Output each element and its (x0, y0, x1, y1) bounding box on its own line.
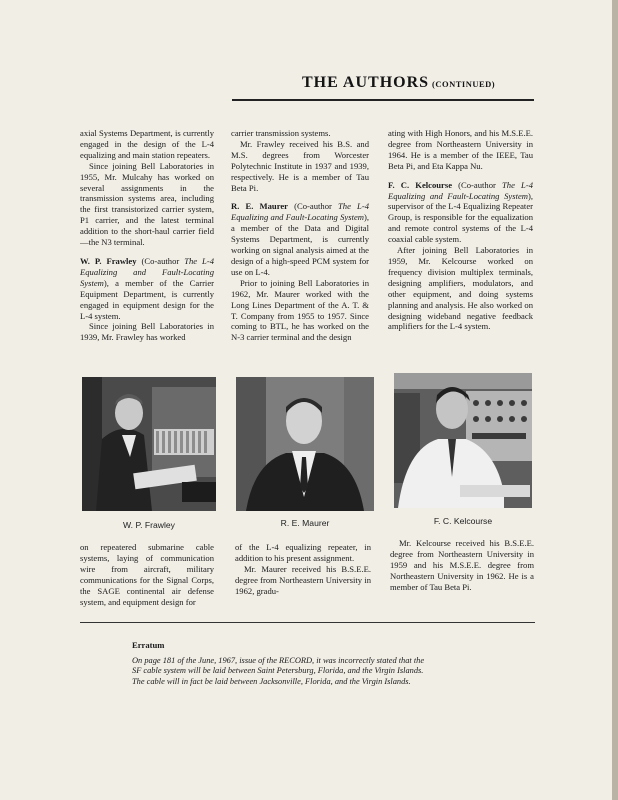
column-1-lower (80, 542, 214, 612)
lower-col1-paragraph: on repeatered submarine cable systems, laying of communication wire from aircraft, military communications for the Signal Corps, the SAGE continental air defense system, and equipment design for (80, 542, 214, 607)
page-edge (612, 0, 618, 800)
photo-kelcourse (394, 373, 532, 508)
column-3-lower (390, 538, 534, 612)
erratum-rule (80, 622, 535, 623)
col1-paragraph-1: axial Systems Department, is currently engaged in the design of the L-4 equalizing and main station repeaters. (80, 128, 214, 160)
col2-paragraph-3: R. E. Maurer (Co-author The L-4 Equalizing and Fault-Locating System), a member of the Data and Digital Systems Department, is currently working on signal analysis aimed at the design of a high-speed PCM system for use on L-4. (231, 201, 369, 277)
col1-paragraph-3: W. P. Frawley (Co-author The L-4 Equalizing and Fault-Locating System), a member of the Carrier Equipment Department, is currently engaged in equipment design for the L-4 system. (80, 255, 214, 321)
photo-frawley (82, 377, 216, 511)
col2-paragraph-4: Prior to joining Bell Laboratories in 1962, Mr. Maurer worked with the Long Lines Department of the A. T. & T. Company from 1955 to 1957. Since coming to BTL, he has worked on the N-3 carrier terminal and the design (231, 277, 369, 343)
column-3-upper (388, 128, 533, 361)
col3-paragraph-2: F. C. Kelcourse (Co-author The L-4 Equalizing and Fault-Locating System), supervisor of the L-4 Equalizing Repeater Group, is responsible for the equalization and remote control systems of the L-4 coaxial cable system. (388, 179, 533, 245)
lower-col3-paragraph: Mr. Kelcourse received his B.S.E.E. degree from Northeastern University in 1959 and his M.S.E.E. degree from Northeastern University in 1962. He is a member of Tau Beta Pi. (390, 538, 534, 592)
lower-col2-paragraph-1: of the L-4 equalizing repeater, in addition to his present assignment. (235, 542, 371, 563)
paper-title: The L-4 Equalizing and Fault-Locating System (388, 179, 533, 201)
column-2-lower (235, 542, 371, 612)
column-1-upper (80, 128, 214, 361)
col1-paragraph-4: Since joining Bell Laboratories in 1939, Mr. Frawley has worked (80, 321, 214, 343)
erratum-title: Erratum (132, 640, 165, 650)
author-name-frawley: W. P. Frawley (80, 255, 137, 266)
col3-paragraph-3: After joining Bell Laboratories in 1959, Mr. Kelcourse worked on frequency division multiplex terminals, designing amplifiers, modulators, and other equipment, and doing systems planning and analysis. He also worked on designing wideband negative feedback amplifiers for the L-4 system. (388, 245, 533, 332)
paper-title: The L-4 Equalizing and Fault-Locating System (231, 201, 369, 223)
col2-paragraph-1: carrier transmission systems. (231, 128, 331, 138)
caption-maurer: R. E. Maurer (280, 518, 330, 528)
caption-kelcourse: F. C. Kelcourse (433, 516, 493, 526)
column-2-upper (231, 128, 369, 361)
caption-frawley: W. P. Frawley (123, 520, 175, 530)
col2-paragraph-2: Mr. Frawley received his B.S. and M.S. degrees from Worcester Polytechnic Institute in 1937 and 1939, respectively. He is a member of Tau Beta Pi. (231, 138, 369, 193)
paper-title: The L-4 Equalizing and Fault-Locating System (80, 255, 214, 288)
author-name-kelcourse: F. C. Kelcourse (388, 179, 453, 190)
erratum-line-3: The cable will in fact be laid between Jacksonville, Florida, and the Virgin Islands. (132, 676, 411, 686)
header-title: THE AUTHORS (302, 74, 430, 91)
col3-paragraph-1: ating with High Honors, and his M.S.E.E. degree from Northeastern University in 1964. He is a member of the IEEE, Tau Beta Pi, and Eta Kappa Nu. (388, 128, 533, 171)
header-subtitle: (CONTINUED) (432, 79, 496, 89)
photo-maurer (236, 377, 374, 511)
erratum-line-1: On page 181 of the June, 1967, issue of the RECORD, it was incorrectly stated that the (132, 656, 425, 665)
erratum-line-2: SF cable system will be laid between Saint Petersburg, Florida, and the Virgin Islands. (132, 666, 424, 676)
col1-paragraph-2: Since joining Bell Laboratories in 1955, Mr. Mulcahy has worked on several assignments in the transmission systems area, including the first transistorized carrier system, P1 carrier, and the latest terminal addition to the short-haul carrier field—the N3 terminal. (80, 160, 214, 248)
author-name-maurer: R. E. Maurer (231, 201, 289, 212)
lower-col2-paragraph-2: Mr. Maurer received his B.S.E.E. degree from Northeastern University in 1962, gradu- (235, 563, 371, 596)
section-header (302, 74, 532, 96)
header-rule (232, 99, 534, 101)
erratum-text (132, 656, 487, 687)
